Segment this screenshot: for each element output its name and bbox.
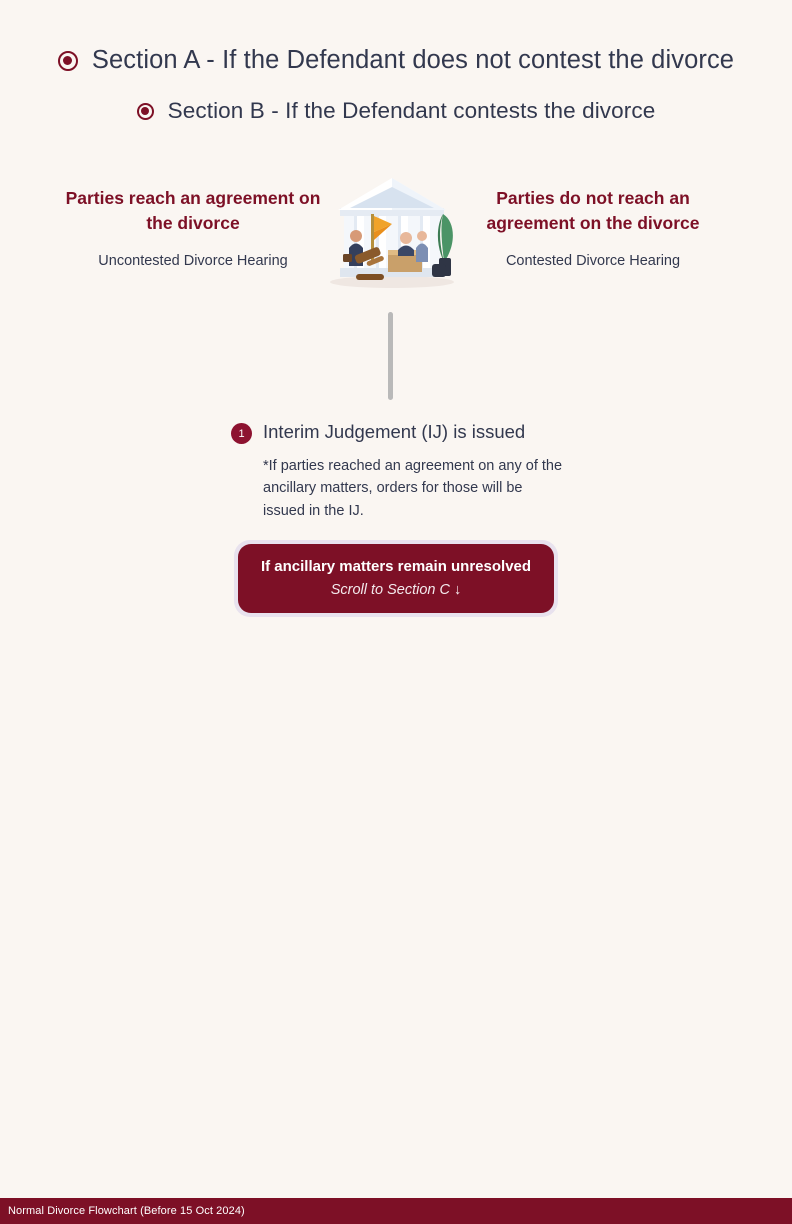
scroll-to-section-c-callout[interactable]	[234, 540, 558, 617]
callout-primary-text: If ancillary matters remain unresolved	[260, 558, 532, 575]
branch-right-subtitle: Contested Divorce Hearing	[505, 252, 681, 269]
step-header	[231, 420, 591, 444]
step-note: *If parties reached an agreement on any of the ancillary matters, orders for those will be issued in the IJ.	[263, 458, 563, 519]
section-header-a[interactable]	[0, 46, 792, 75]
branch-left	[58, 186, 328, 269]
step-number-badge: 1	[231, 423, 252, 444]
callout-inner[interactable]	[238, 544, 554, 613]
radio-selected-icon[interactable]	[58, 51, 78, 71]
callout-secondary-text: Scroll to Section C ↓	[330, 582, 462, 598]
courthouse-illustration	[310, 170, 474, 292]
branch-right	[458, 186, 728, 269]
branch-left-subtitle: Uncontested Divorce Hearing	[98, 252, 288, 269]
step-title: Interim Judgement (IJ) is issued	[263, 421, 526, 442]
section-b-label: Section B - If the Defendant contests the divorce	[167, 98, 656, 123]
step-interim-judgement	[231, 420, 591, 522]
branch-right-title: Parties do not reach an agreement on the divorce	[486, 188, 700, 234]
footer-bar	[0, 1198, 792, 1224]
branch-left-title: Parties reach an agreement on the divorce	[65, 188, 321, 234]
vertical-connector	[388, 312, 393, 400]
footer-label: Normal Divorce Flowchart (Before 15 Oct 2024)	[8, 1205, 245, 1217]
section-header-b[interactable]	[0, 98, 792, 124]
section-a-label: Section A - If the Defendant does not contest the divorce	[91, 46, 735, 74]
radio-selected-icon[interactable]	[137, 103, 154, 120]
